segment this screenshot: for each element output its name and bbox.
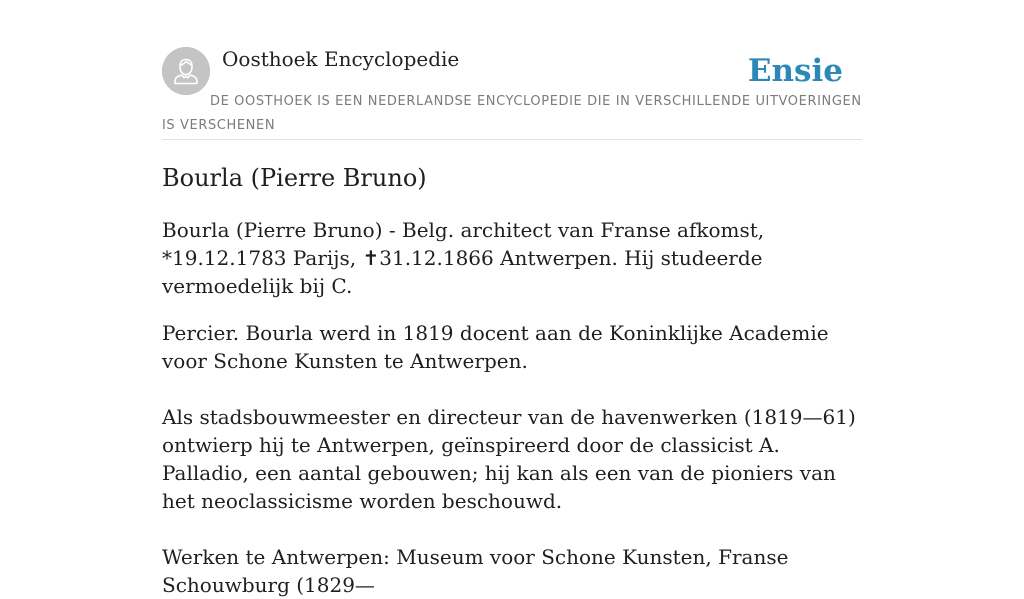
article-paragraph: Als stadsbouwmeester en directeur van de havenwerken (1819—61) ontwierp hij te Antwerpen, geïnspireerd door de classicist A. Palladio, een aantal gebouwen; hij kan als een van de pioniers van het neoclassicisme worden beschouwd. [162,405,856,513]
site-title[interactable]: Oosthoek Encyclopedie [222,47,460,71]
brand-logo[interactable]: Ensie [747,53,843,89]
article-title: Bourla (Pierre Bruno) [162,164,427,192]
article-paragraph: Werken te Antwerpen: Museum voor Schone Kunsten, Franse Schouwburg (1829— [162,545,789,597]
user-avatar-icon[interactable] [162,47,210,95]
site-header [162,46,862,140]
article [162,160,862,599]
article-paragraph: Bourla (Pierre Bruno) - Belg. architect van Franse afkomst, *19.12.1783 Parijs, ✝31.12.1866 Antwerpen. Hij studeerde vermoedelijk bij C. [162,218,765,298]
article-paragraph: Percier. Bourla werd in 1819 docent aan de Koninklijke Academie voor Schone Kunsten te Antwerpen. [162,321,829,373]
site-tagline: DE OOSTHOEK IS EEN NEDERLANDSE ENCYCLOPEDIE DIE IN VERSCHILLENDE UITVOERINGEN IS VERSCHENEN [162,94,862,133]
